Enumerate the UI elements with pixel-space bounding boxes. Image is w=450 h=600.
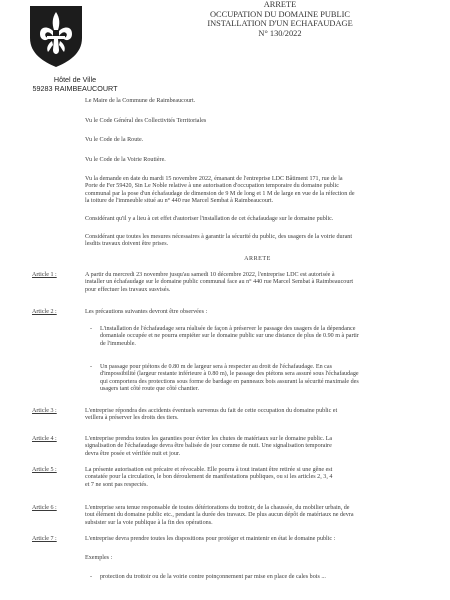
paragraph-line: tout élément du domaine public etc., pendant la durée des travaux. De plus aucun dépôt de matériaux ne devra bbox=[85, 512, 354, 519]
paragraph-line: domaniale occupée et ne pourra empiéter sur le domaine public sur une distance de plus de 0.90 m à partir bbox=[100, 333, 359, 340]
paragraph-line: et 7 ne sont pas respectés. bbox=[85, 481, 148, 488]
paragraph-line: qui comportera des protections sous forme de bardage en panneaux bois assurant la sécurité maximale des bbox=[100, 378, 359, 385]
town-address bbox=[20, 75, 130, 93]
fleur-de-lis-shield-icon bbox=[28, 4, 84, 68]
article-3-text bbox=[85, 408, 430, 423]
exemples-label: Exemples : bbox=[85, 555, 113, 561]
paragraph-line: Considérant que toutes les mesures nécessaires à garantir la sécurité du public, des usagers de la voirie durant bbox=[85, 234, 353, 240]
article-label: Article 6 : bbox=[32, 505, 57, 511]
paragraph-line: de l'immeuble. bbox=[100, 340, 136, 347]
article-2-item-1 bbox=[100, 326, 430, 348]
town-postcode: 59283 RAIMBEAUCOURT bbox=[32, 84, 118, 93]
article-label: Article 4 : bbox=[32, 436, 57, 442]
article-5-text bbox=[85, 467, 430, 489]
paragraph-line: signalisation de l'échafaudage devra être balisée de jour comme de nuit. Une signalisation temporaire bbox=[85, 443, 332, 450]
article-label: Article 5 : bbox=[32, 467, 57, 473]
article-6-text bbox=[85, 505, 430, 527]
title-line: ARRETE bbox=[263, 0, 297, 9]
demande-paragraph bbox=[85, 176, 430, 206]
considerant-line: Considérant qu'il y a lieu à cet effet d'autoriser l'installation de cet échafaudage sur le domaine public. bbox=[85, 216, 334, 222]
vu-line: Vu le Code de la Route. bbox=[85, 137, 144, 143]
article-label: Article 1 : bbox=[32, 272, 57, 278]
paragraph-line: subsister sur la voie publique à la fin des opérations. bbox=[85, 519, 213, 526]
article-2-intro: Les précautions suivantes devront être observées : bbox=[85, 309, 208, 315]
paragraph-line: usagers tant côté route que côté chantier. bbox=[100, 386, 199, 393]
article-7-text: L'entreprise devra prendre toutes les dispositions pour protéger et maintenir en état le domaine public : bbox=[85, 536, 336, 542]
paragraph-line: Un passage pour piétons de 0.80 m de largeur sera à respecter au droit de l'échafaudage. En cas bbox=[100, 364, 332, 370]
paragraph-line: Vu la demande en date du mardi 15 novembre 2022, émanant de l'entreprise LDC Bâtiment 171, rue de la bbox=[85, 176, 343, 182]
paragraph-line: installer un échafaudage sur le domaine public communal face au n° 440 rue Marcel Sembat à Raimbeaucourt bbox=[85, 279, 354, 286]
article-4-text bbox=[85, 436, 430, 458]
article-label: Article 3 : bbox=[32, 408, 57, 414]
title-line: OCCUPATION DU DOMAINE PUBLIC bbox=[210, 9, 350, 19]
paragraph-line: constatée pour la circulation, le bon déroulement de manifestations publiques, ou si les articles 2, 3, 4 bbox=[85, 474, 333, 481]
vu-line: Vu le Code de la Voirie Routière. bbox=[85, 157, 166, 163]
paragraph-line: lesdits travaux doivent être prises. bbox=[85, 241, 169, 248]
maire-line: Le Maire de la Commune de Raimbeaucourt. bbox=[85, 98, 196, 104]
paragraph-line: L'entreprise sera tenue responsable de toutes détériorations du trottoir, de la chaussée, du mobilier urbain, de bbox=[85, 505, 350, 511]
paragraph-line: Porte de Fer 59420, Sin Le Noble relative à une autorisation d'occupation temporaire du domaine public bbox=[85, 183, 339, 190]
bullet-dash: - bbox=[90, 364, 93, 370]
paragraph-line: communal par la pose d'un échafaudage de dimension de 9 M de long et 1 M de large en vue de la réfection de bbox=[85, 190, 355, 197]
article-1-text bbox=[85, 272, 430, 294]
paragraph-line: pour effectuer les travaux susvisés. bbox=[85, 286, 171, 293]
article-label: Article 7 : bbox=[32, 536, 57, 542]
considerant-paragraph bbox=[85, 234, 430, 249]
paragraph-line: L'entreprise prendra toutes les garanties pour éviter les chutes de matériaux sur le domaine public. La bbox=[85, 436, 333, 442]
article-2-item-2 bbox=[100, 364, 430, 394]
bullet-dash: - bbox=[90, 574, 93, 580]
paragraph-line: A partir du mercredi 23 novembre jusqu'au samedi 10 décembre 2022, l'entreprise LDC est autorisée à bbox=[85, 272, 335, 278]
title-line: N° 130/2022 bbox=[258, 28, 302, 38]
arrete-heading: ARRETE bbox=[244, 256, 271, 262]
vu-line: Vu le Code Général des Collectivités Territoriales bbox=[85, 118, 207, 124]
exemple-item: protection du trottoir ou de la voirie contre poinçonnement par mise en place de cales bois ... bbox=[100, 574, 326, 580]
paragraph-line: la toiture de l'immeuble situé au n° 440 rue Marcel Sembat à Raimbeaucourt. bbox=[85, 198, 274, 205]
bullet-dash: - bbox=[90, 326, 93, 332]
town-hall-label: Hôtel de Ville bbox=[53, 75, 97, 84]
document-title bbox=[150, 0, 410, 38]
paragraph-line: La présente autorisation est précaire et révocable. Elle pourra à tout instant être retirée si une gêne est bbox=[85, 467, 333, 473]
paragraph-line: L'installation de l'échafaudage sera réalisée de façon à préserver le passage des usagers de la dépendance bbox=[100, 326, 356, 332]
paragraph-line: devra être posée et vérifiée nuit et jour. bbox=[85, 450, 181, 457]
paragraph-line: d'impossibilité (largeur restante inférieure à 0.80 m), le passage des piétons sera assuré sous l'échafaudage bbox=[100, 371, 359, 378]
paragraph-line: L'entreprise répondra des accidents éventuels survenus du fait de cette occupation du domaine public et bbox=[85, 408, 338, 414]
paragraph-line: veillera à préserver les droits des tiers. bbox=[85, 415, 179, 422]
title-line: INSTALLATION D'UN ECHAFAUDAGE bbox=[207, 19, 353, 29]
article-label: Article 2 : bbox=[32, 309, 57, 315]
